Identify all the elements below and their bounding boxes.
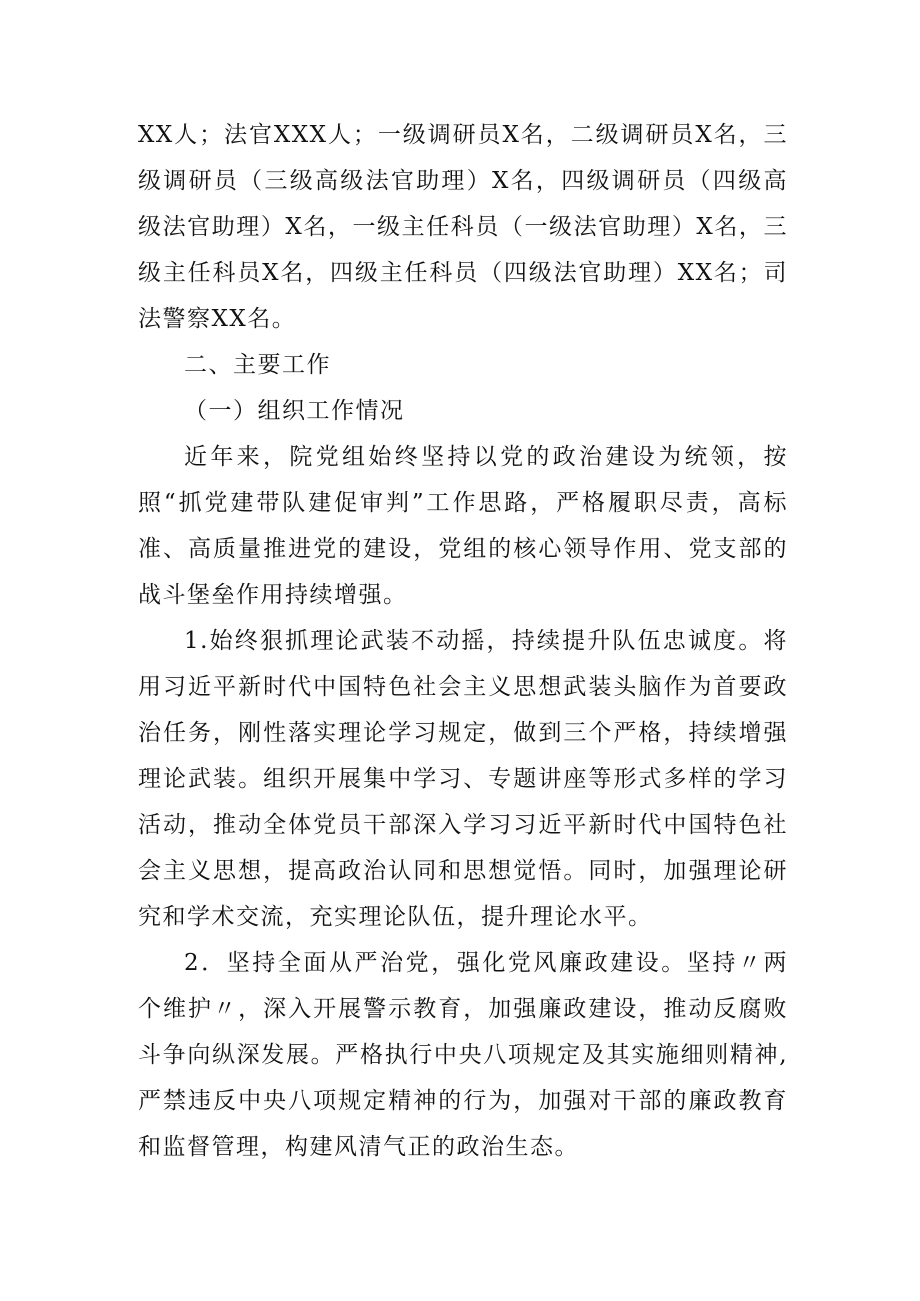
paragraph-item-1-theory: 1.始终狠抓理论武装不动摇，持续提升队伍忠诚度。将用习近平新时代中国特色社会主义思想武装头脑作为首要政治任务，刚性落实理论学习规定，做到三个严格，持续增强理论武装。组织开展集中学习、专题讲座等形式多样的学习活动，推动全体党员干部深入学习习近平新时代中国特色社会主义思想，提高政治认同和思想觉悟。同时，加强理论研究和学术交流，充实理论队伍，提升理论水平。 [138,628,788,930]
paragraph-overview: 近年来，院党组始终坚持以党的政治建设为统领，按照“抓党建带队建促审判”工作思路，严格履职尽责，高标准、高质量推进党的建设，党组的核心领导作用、党支部的战斗堡垒作用持续增强。 [138,444,788,608]
heading-main-work: 二、主要工作 [184,352,331,378]
subheading-organization-work: （一）组织工作情况 [184,398,405,424]
paragraph-item-2-discipline: 2．坚持全面从严治党，强化党风廉政建设。坚持〃两个维护〃，深入开展警示教育，加强廉政建设，推动反腐败斗争向纵深发展。严格执行中央八项规定及其实施细则精神,严禁违反中央八项规定精神的行为，加强对干部的廉政教育和监督管理，构建风清气正的政治生态。 [138,950,788,1160]
paragraph-staff-composition: XX人；法官XXX人；一级调研员X名，二级调研员X名，三级调研员（三级高级法官助理）X名，四级调研员（四级高级法官助理）X名，一级主任科员（一级法官助理）X名，三级主任科员X名，四级主任科员（四级法官助理）XX名；司法警察XX名。 [138,122,788,332]
document-body [138,112,788,1170]
